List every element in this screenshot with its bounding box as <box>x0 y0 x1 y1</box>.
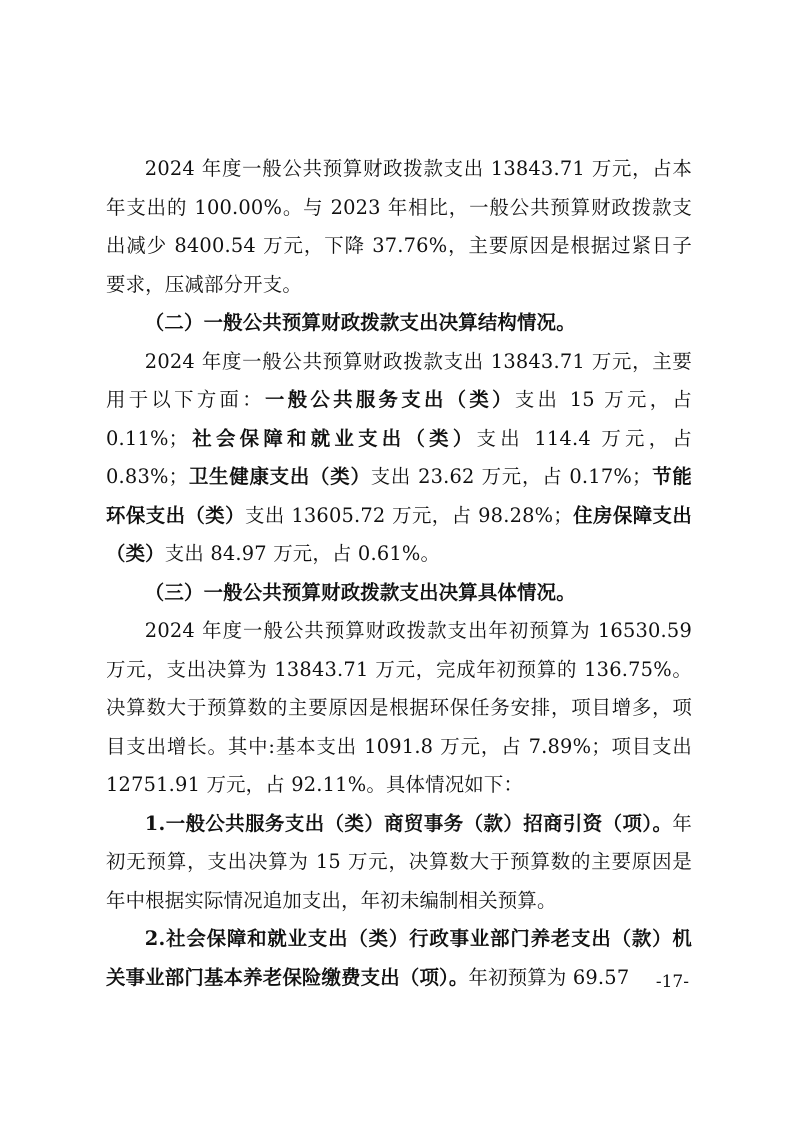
item-text: 年初预算为 69.57 <box>468 965 630 989</box>
page-number: -17- <box>655 972 689 992</box>
section-heading-details <box>106 574 692 613</box>
item-pension-insurance <box>106 920 692 997</box>
item-investment-promotion <box>106 805 692 921</box>
category-value-energy-environment: 支出 13605.72 万元，占 98.28%； <box>245 503 573 527</box>
category-value-general-public-services: 支出 15 万元，占 0.11%； <box>106 388 692 450</box>
paragraph-text: 2024 年度一般公共预算财政拨款支出 13843.71 万元，占本年支出的 100.00%。与 2023 年相比，一般公共预算财政拨款支出减少 8400.54 万元，下降 37.76%，主要原因是根据过紧日子要求，压减部分开支。 <box>106 157 692 296</box>
structure-intro-text: 2024 年度一般公共预算财政拨款支出 13843.71 万元，主要用于以下方面： <box>106 349 692 411</box>
body-text <box>106 150 692 997</box>
heading-text: （二）一般公共预算财政拨款支出决算结构情况。 <box>144 311 576 334</box>
item-title: 2.社会保障和就业支出（类）行政事业部门养老支出（款）机关事业部门基本养老保险缴费支出（项）。 <box>106 927 692 989</box>
category-value-social-security: 支出 114.4 万元，占 0.83%； <box>106 426 692 488</box>
category-label-housing: 住房保障支出（类） <box>106 503 693 565</box>
paragraph-expenditure-overview <box>106 150 692 304</box>
paragraph-expenditure-structure <box>106 343 692 574</box>
category-value-health: 支出 23.62 万元，占 0.17%； <box>370 465 652 488</box>
category-value-housing: 支出 84.97 万元，占 0.61%。 <box>164 542 441 565</box>
section-heading-structure <box>106 304 692 343</box>
item-text: 年初无预算，支出决算为 15 万元，决算数大于预算数的主要原因是年中根据实际情况追加支出，年初未编制相关预算。 <box>106 811 692 912</box>
category-label-general-public-services: 一般公共服务支出（类） <box>264 388 515 411</box>
paragraph-expenditure-details <box>106 612 692 805</box>
category-label-health: 卫生健康支出（类） <box>188 465 371 488</box>
category-label-energy-environment: 节能环保支出（类） <box>106 465 692 527</box>
item-title: 1.一般公共服务支出（类）商贸事务（款）招商引资（项）。 <box>144 811 673 835</box>
category-label-social-security: 社会保障和就业支出（类） <box>188 426 477 450</box>
paragraph-text: 2024 年度一般公共预算财政拨款支出年初预算为 16530.59 万元，支出决算为 13843.71 万元，完成年初预算的 136.75%。决算数大于预算数的主要原因是根据环保任务安排，项目增多，项目支出增长。其中:基本支出 1091.8 万元，占 7.89%；项目支出 12751.91 万元，占 92.11%。具体情况如下： <box>106 619 692 796</box>
heading-text: （三）一般公共预算财政拨款支出决算具体情况。 <box>144 580 576 604</box>
